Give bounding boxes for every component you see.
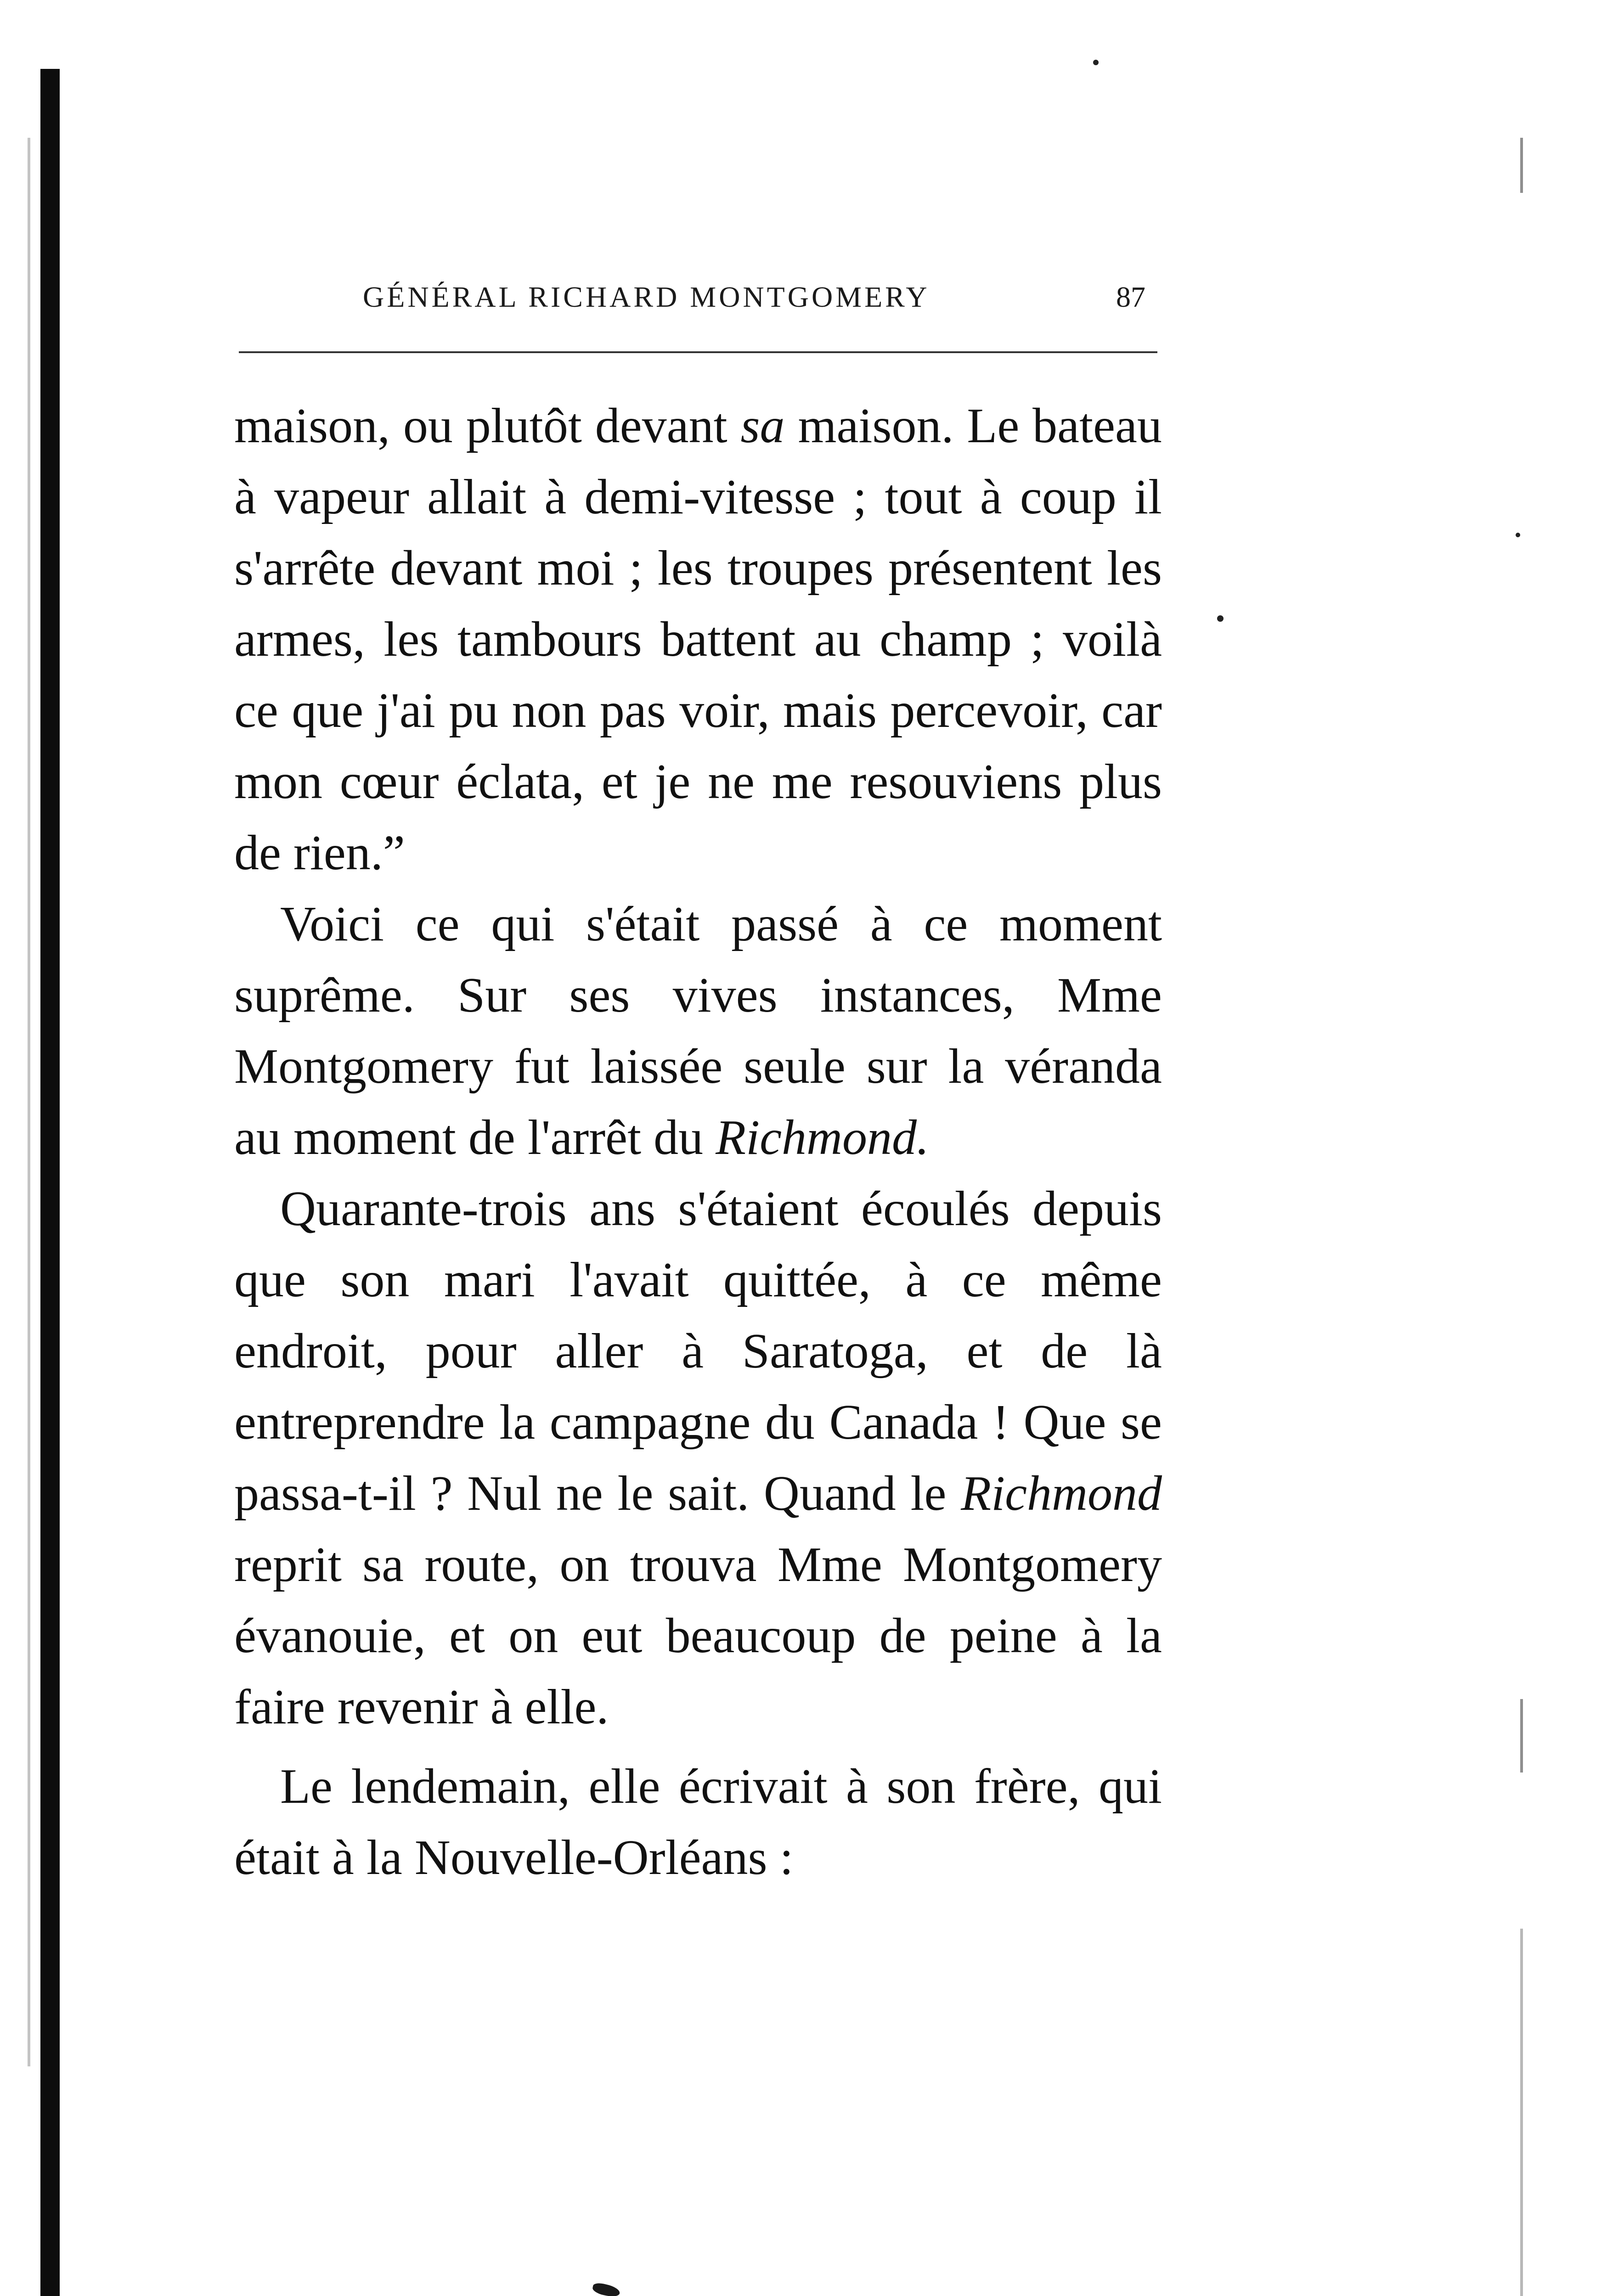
body-text (234, 390, 1162, 1893)
paragraph-3-text-a: Quarante-trois ans s'étaient écoulés depuis que son mari l'avait quittée, à ce même endroit, pour aller à Saratoga, et de là entreprendre la campagne du Canada ! Que se passa-t-il ? Nul ne le sait. Quand le (234, 1182, 1162, 1521)
ink-speck (1093, 60, 1099, 65)
edge-speck (1520, 1929, 1523, 2296)
ink-blot (592, 2282, 621, 2296)
paragraph-3 (234, 1173, 1162, 1743)
edge-speck (1520, 138, 1523, 193)
binding-shadow-faint (28, 138, 30, 2066)
paragraph-3-text-b: reprit sa route, on trouva Mme Montgomery évanouie, et on eut beaucoup de peine à la faire revenir à elle. (234, 1537, 1162, 1734)
paragraph-4-text: Le lendemain, elle écrivait à son frère, qui était à la Nouvelle-Orléans : (234, 1759, 1162, 1885)
paragraph-2-italic: Richmond. (716, 1110, 930, 1165)
paragraph-1-text-b: maison. Le bateau à vapeur allait à demi-vitesse ; tout à coup il s'arrête devant moi ; les troupes présentent les armes, les tambours battent au champ ; voilà ce que j'ai pu non pas voir, mais percevoir, car mon cœur éclata, et je ne me resouviens plus de rien.” (234, 399, 1162, 880)
header-rule (239, 351, 1157, 353)
paragraph-2-text-a: Voici ce qui s'était passé à ce moment suprême. Sur ses vives instances, Mme Montgomery fut laissée seule sur la véranda au moment de l'arrêt du (234, 897, 1162, 1165)
page-number: 87 (1116, 281, 1145, 313)
paragraph-1-italic: sa (740, 399, 785, 453)
paragraph-3-italic: Richmond (961, 1466, 1162, 1521)
ink-speck (1516, 533, 1520, 537)
running-head (363, 280, 1162, 321)
binding-shadow (40, 69, 60, 2296)
paragraph-4 (234, 1751, 1162, 1893)
edge-speck (1520, 1699, 1523, 1773)
paragraph-1-text-a: maison, ou plutôt devant (234, 399, 741, 453)
running-title: GÉNÉRAL RICHARD MONTGOMERY (363, 281, 930, 313)
ink-speck (1217, 615, 1224, 622)
paragraph-2 (234, 889, 1162, 1173)
paragraph-1 (234, 390, 1162, 889)
